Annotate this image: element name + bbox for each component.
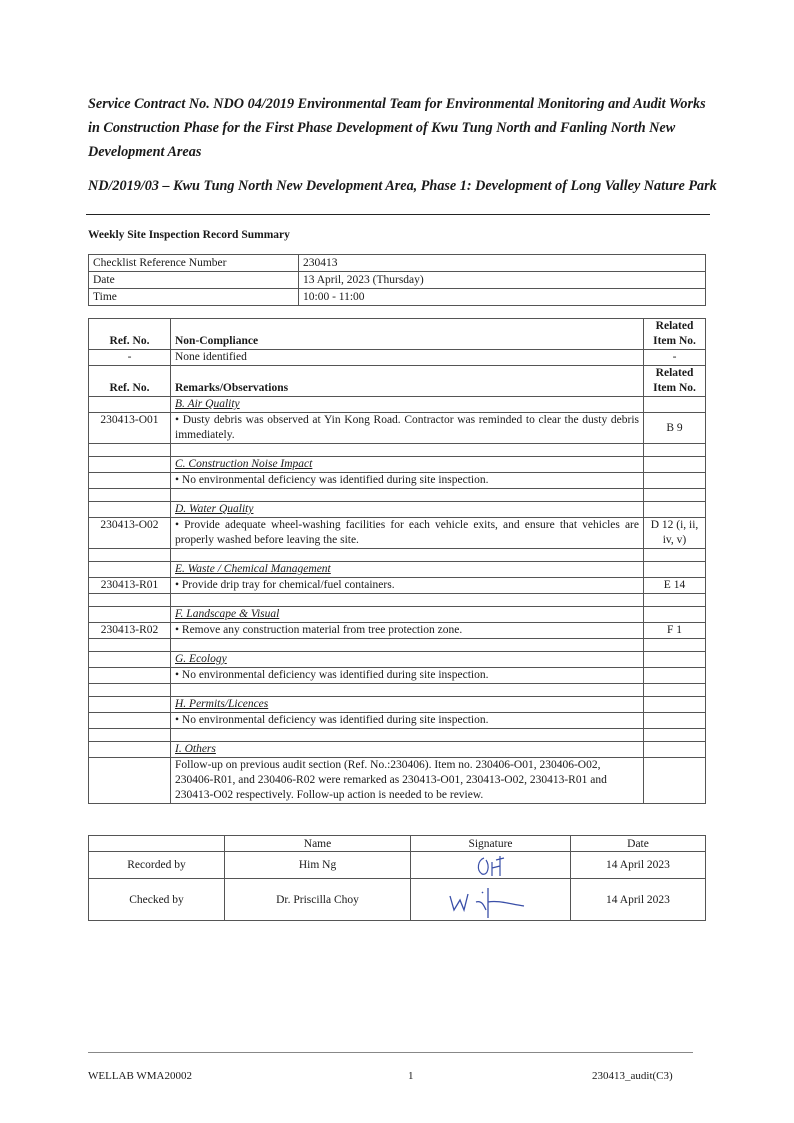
category-title: E. Waste / Chemical Management — [171, 562, 644, 578]
category-title: I. Others — [171, 742, 644, 758]
recorded-row — [89, 852, 706, 879]
ref-cell: 230413-O02 — [89, 518, 171, 549]
col-date-header: Date — [571, 836, 706, 852]
info-row — [89, 272, 706, 289]
col-ref-header: Ref. No. — [89, 319, 171, 350]
section-title: Weekly Site Inspection Record Summary — [88, 229, 290, 241]
table-row — [89, 623, 706, 639]
category-title: F. Landscape & Visual — [171, 607, 644, 623]
info-row — [89, 255, 706, 272]
category-title: C. Construction Noise Impact — [171, 457, 644, 473]
category-row-water — [89, 502, 706, 518]
info-value: 13 April, 2023 (Thursday) — [299, 272, 706, 289]
info-row — [89, 289, 706, 306]
checked-row — [89, 879, 706, 921]
col-remarks-header: Remarks/Observations — [171, 366, 644, 397]
table-row — [89, 518, 706, 549]
category-row-air — [89, 397, 706, 413]
signoff-header — [89, 836, 706, 852]
handwritten-signature-image — [456, 852, 526, 878]
ref-cell: - — [89, 350, 171, 366]
category-title: B. Air Quality — [171, 397, 644, 413]
document-header — [88, 92, 718, 198]
desc-cell: Follow-up on previous audit section (Ref. No.:230406). Item no. 230406-O01, 230406-O02, 230406-R01, and 230406-R02 were remarked as 230413-O01, 230413-O02, 230413-R01 and 230413-O02 respectively. Follow-up action is needed to be review. — [171, 758, 644, 804]
info-label: Date — [89, 272, 299, 289]
col-item-header: Related Item No. — [644, 319, 706, 350]
desc-cell: • No environmental deficiency was identified during site inspection. — [171, 713, 644, 729]
col-ref-header: Ref. No. — [89, 366, 171, 397]
footer-left: WELLAB WMA20002 — [88, 1070, 192, 1082]
desc-cell: None identified — [171, 350, 644, 366]
footer-right: 230413_audit(C3) — [592, 1070, 673, 1082]
category-row-ecology — [89, 652, 706, 668]
item-cell: D 12 (i, ii, iv, v) — [644, 518, 706, 549]
checked-name: Dr. Priscilla Choy — [225, 879, 411, 921]
inspection-table — [88, 318, 706, 804]
ref-cell: 230413-R01 — [89, 578, 171, 594]
handwritten-signature-image — [436, 880, 546, 920]
table-row — [89, 713, 706, 729]
item-cell: E 14 — [644, 578, 706, 594]
desc-cell: • Remove any construction material from tree protection zone. — [171, 623, 644, 639]
header-divider — [86, 214, 710, 215]
ref-cell: 230413-R02 — [89, 623, 171, 639]
desc-cell: • No environmental deficiency was identified during site inspection. — [171, 668, 644, 684]
signoff-table — [88, 835, 706, 921]
desc-cell: • Dusty debris was observed at Yin Kong Road. Contractor was reminded to clear the dusty debris immediately. — [171, 413, 644, 444]
recorded-label: Recorded by — [89, 852, 225, 879]
category-row-waste — [89, 562, 706, 578]
remarks-header — [89, 366, 706, 397]
col-signature-header: Signature — [411, 836, 571, 852]
info-label: Time — [89, 289, 299, 306]
col-name-header: Name — [225, 836, 411, 852]
info-value: 10:00 - 11:00 — [299, 289, 706, 306]
checklist-info-table — [88, 254, 706, 306]
table-row — [89, 758, 706, 804]
category-title: H. Permits/Licences — [171, 697, 644, 713]
desc-cell: • Provide drip tray for chemical/fuel containers. — [171, 578, 644, 594]
footer-divider — [88, 1052, 693, 1053]
table-row — [89, 668, 706, 684]
noncompliance-header — [89, 319, 706, 350]
category-row-landscape — [89, 607, 706, 623]
category-row-others — [89, 742, 706, 758]
checked-date: 14 April 2023 — [571, 879, 706, 921]
info-label: Checklist Reference Number — [89, 255, 299, 272]
info-value: 230413 — [299, 255, 706, 272]
checked-signature — [411, 879, 571, 921]
recorded-name: Him Ng — [225, 852, 411, 879]
item-cell: F 1 — [644, 623, 706, 639]
category-row-noise — [89, 457, 706, 473]
item-cell: - — [644, 350, 706, 366]
checked-label: Checked by — [89, 879, 225, 921]
desc-cell: • No environmental deficiency was identified during site inspection. — [171, 473, 644, 489]
table-row — [89, 473, 706, 489]
page-number: 1 — [408, 1070, 414, 1082]
recorded-signature — [411, 852, 571, 879]
category-row-permits — [89, 697, 706, 713]
desc-cell: • Provide adequate wheel-washing facilities for each vehicle exits, and ensure that vehicles are properly washed before leaving the site. — [171, 518, 644, 549]
item-cell: B 9 — [644, 413, 706, 444]
project-title: ND/2019/03 – Kwu Tung North New Development Area, Phase 1: Development of Long Valley Nature Park — [88, 178, 717, 194]
ref-cell: 230413-O01 — [89, 413, 171, 444]
recorded-date: 14 April 2023 — [571, 852, 706, 879]
category-title: D. Water Quality — [171, 502, 644, 518]
category-title: G. Ecology — [171, 652, 644, 668]
table-row — [89, 578, 706, 594]
contract-title: Service Contract No. NDO 04/2019 Environmental Team for Environmental Monitoring and Audit Works in Construction Phase for the First Phase Development of Kwu Tung North and Fanling North New Development Areas — [88, 96, 706, 160]
col-noncompliance-header: Non-Compliance — [171, 319, 644, 350]
table-row — [89, 413, 706, 444]
table-row — [89, 350, 706, 366]
col-item-header: Related Item No. — [644, 366, 706, 397]
